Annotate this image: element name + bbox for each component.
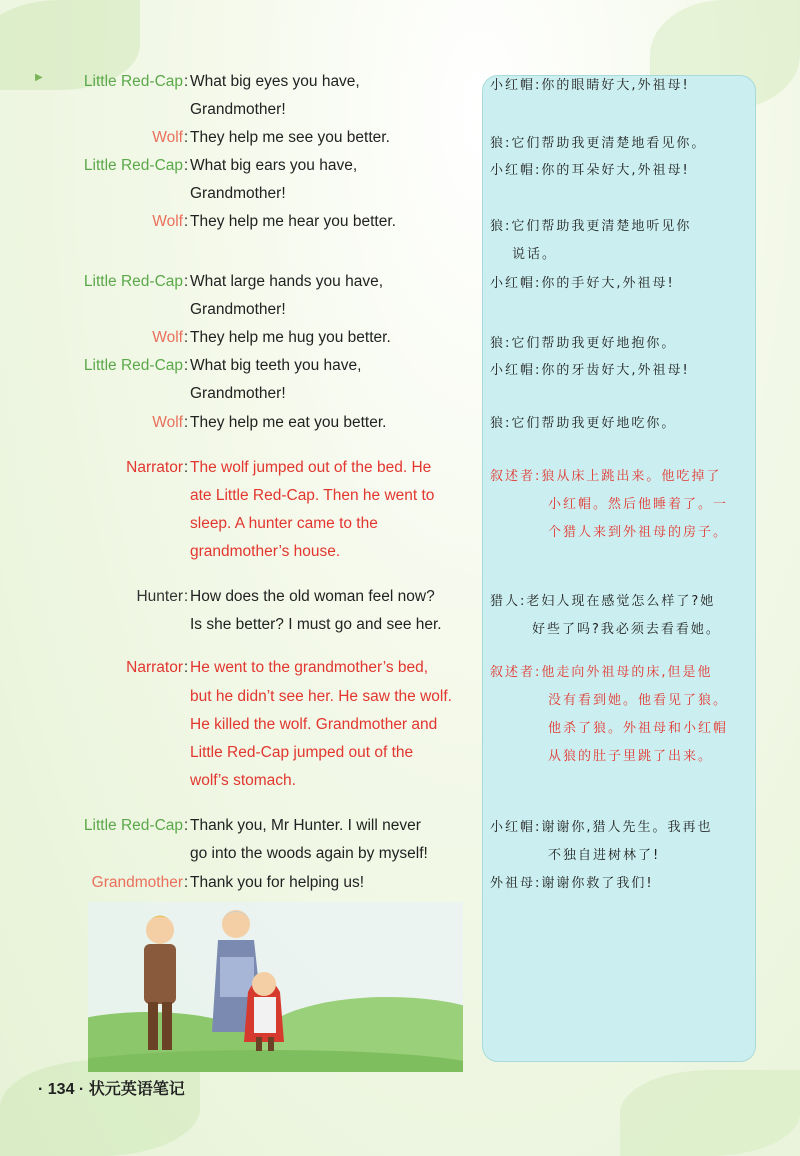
speaker-name: Little Red-Cap xyxy=(83,357,183,374)
speaker-colon: : xyxy=(183,213,189,230)
dialogue-line xyxy=(0,482,470,510)
dialogue-text: Grandmother! xyxy=(190,101,286,118)
dialogue-text: Is she better? I must go and see her. xyxy=(190,616,442,633)
dialogue-line xyxy=(0,538,470,566)
translation-line: 小红帽:你的牙齿好大,外祖母! xyxy=(490,363,690,378)
dialogue-text: The wolf jumped out of the bed. He xyxy=(190,459,432,476)
translation-line: 狼:它们帮助我更清楚地看见你。 xyxy=(490,136,707,151)
translation-line: 个猎人来到外祖母的房子。 xyxy=(548,525,729,540)
dialogue-line xyxy=(0,68,470,96)
speaker-name: Grandmother xyxy=(91,874,183,891)
translation-line: 猎人:老妇人现在感觉怎么样了?她 xyxy=(490,594,716,609)
translation-line: 好些了吗?我必须去看看她。 xyxy=(532,622,721,637)
dialogue-text: He killed the wolf. Grandmother and xyxy=(190,716,438,733)
dialogue-line xyxy=(0,268,470,296)
dialogue-line xyxy=(0,611,470,639)
dialogue-text: How does the old woman feel now? xyxy=(190,588,435,605)
dialogue-text: wolf’s stomach. xyxy=(190,772,296,789)
dialogue-text: sleep. A hunter came to the xyxy=(190,515,378,532)
speaker-colon: : xyxy=(183,659,189,676)
speaker-name: Wolf xyxy=(152,129,183,146)
background-leaf-decoration xyxy=(620,1070,800,1156)
dialogue-line xyxy=(0,296,470,324)
dialogue-text: Grandmother! xyxy=(190,185,286,202)
dialogue-line xyxy=(0,711,470,739)
dialogue-line xyxy=(0,840,470,868)
dialogue-line xyxy=(0,152,470,180)
translation-line: 从狼的肚子里跳了出来。 xyxy=(548,749,714,764)
translation-line: 小红帽:你的耳朵好大,外祖母! xyxy=(490,163,690,178)
translation-line: 不独自进树林了! xyxy=(548,848,661,863)
speaker-colon: : xyxy=(183,817,189,834)
speaker-colon: : xyxy=(183,129,189,146)
dialogue-line xyxy=(0,583,470,611)
dialogue-text: They help me see you better. xyxy=(190,129,390,146)
dialogue-line xyxy=(0,180,470,208)
dialogue-text: but he didn’t see her. He saw the wolf. xyxy=(190,688,452,705)
speaker-name: Wolf xyxy=(152,213,183,230)
dialogue-text: What big ears you have, xyxy=(190,157,358,174)
dialogue-text: They help me hear you better. xyxy=(190,213,396,230)
translation-line: 外祖母:谢谢你救了我们! xyxy=(490,876,654,891)
dialogue-text: He went to the grandmother’s bed, xyxy=(190,659,429,676)
speaker-colon: : xyxy=(183,73,189,90)
speaker-name: Wolf xyxy=(152,329,183,346)
dialogue-text: What big teeth you have, xyxy=(190,357,362,374)
page-footer: · 134 · 状元英语笔记 xyxy=(38,1081,185,1098)
dialogue-line xyxy=(0,454,470,482)
translation-line: 小红帽:你的眼睛好大,外祖母! xyxy=(490,78,690,93)
speaker-colon: : xyxy=(183,157,189,174)
dialogue-line xyxy=(0,409,470,437)
translation-line: 狼:它们帮助我更好地抱你。 xyxy=(490,336,677,351)
translation-line: 叙述者:他走向外祖母的床,但是他 xyxy=(490,665,713,680)
dialogue-text: Thank you, Mr Hunter. I will never xyxy=(190,817,421,834)
dialogue-line xyxy=(0,208,470,236)
story-illustration xyxy=(88,902,463,1072)
dialogue-line xyxy=(0,739,470,767)
speaker-name: Little Red-Cap xyxy=(83,157,183,174)
speaker-name: Little Red-Cap xyxy=(83,73,183,90)
speaker-colon: : xyxy=(183,273,189,290)
speaker-colon: : xyxy=(183,329,189,346)
translation-line: 叙述者:狼从床上跳出来。他吃掉了 xyxy=(490,469,722,484)
translation-line: 狼:它们帮助我更好地吃你。 xyxy=(490,416,677,431)
dialogue-text: go into the woods again by myself! xyxy=(190,845,428,862)
dialogue-text: They help me hug you better. xyxy=(190,329,391,346)
background-leaf-decoration xyxy=(0,1060,200,1156)
speaker-colon: : xyxy=(183,588,189,605)
dialogue-text: grandmother’s house. xyxy=(190,543,341,560)
speaker-name: Wolf xyxy=(152,414,183,431)
dialogue-line xyxy=(0,767,470,795)
dialogue-line xyxy=(0,124,470,152)
translation-line: 他杀了狼。外祖母和小红帽 xyxy=(548,721,729,736)
dialogue-text: ate Little Red-Cap. Then he went to xyxy=(190,487,435,504)
dialogue-text: What big eyes you have, xyxy=(190,73,360,90)
dialogue-line xyxy=(0,812,470,840)
dialogue-text: Grandmother! xyxy=(190,301,286,318)
dialogue-line xyxy=(0,683,470,711)
dialogue-line xyxy=(0,510,470,538)
speaker-name: Little Red-Cap xyxy=(83,817,183,834)
translation-line: 狼:它们帮助我更清楚地听见你 xyxy=(490,219,692,234)
speaker-name: Little Red-Cap xyxy=(83,273,183,290)
translation-line: 小红帽:你的手好大,外祖母! xyxy=(490,276,675,291)
dialogue-line xyxy=(0,352,470,380)
speaker-name: Narrator xyxy=(126,459,183,476)
speaker-colon: : xyxy=(183,357,189,374)
bullet-arrow-icon: ▶ xyxy=(35,72,43,83)
translation-line: 小红帽:谢谢你,猎人先生。我再也 xyxy=(490,820,713,835)
dialogue-text: They help me eat you better. xyxy=(190,414,387,431)
dialogue-text: Grandmother! xyxy=(190,385,286,402)
dialogue-text: Thank you for helping us! xyxy=(190,874,365,891)
speaker-name: Narrator xyxy=(126,659,183,676)
dialogue-text: Little Red-Cap jumped out of the xyxy=(190,744,414,761)
translation-line: 没有看到她。他看见了狼。 xyxy=(548,693,729,708)
dialogue-line xyxy=(0,96,470,124)
dialogue-line xyxy=(0,869,470,897)
speaker-colon: : xyxy=(183,874,189,891)
dialogue-text: What large hands you have, xyxy=(190,273,384,290)
translation-line: 小红帽。然后他睡着了。一 xyxy=(548,497,729,512)
translation-line: 说话。 xyxy=(512,247,558,262)
dialogue-line xyxy=(0,380,470,408)
dialogue-line xyxy=(0,324,470,352)
speaker-colon: : xyxy=(183,414,189,431)
speaker-colon: : xyxy=(183,459,189,476)
dialogue-line xyxy=(0,654,470,682)
speaker-name: Hunter xyxy=(136,588,183,605)
